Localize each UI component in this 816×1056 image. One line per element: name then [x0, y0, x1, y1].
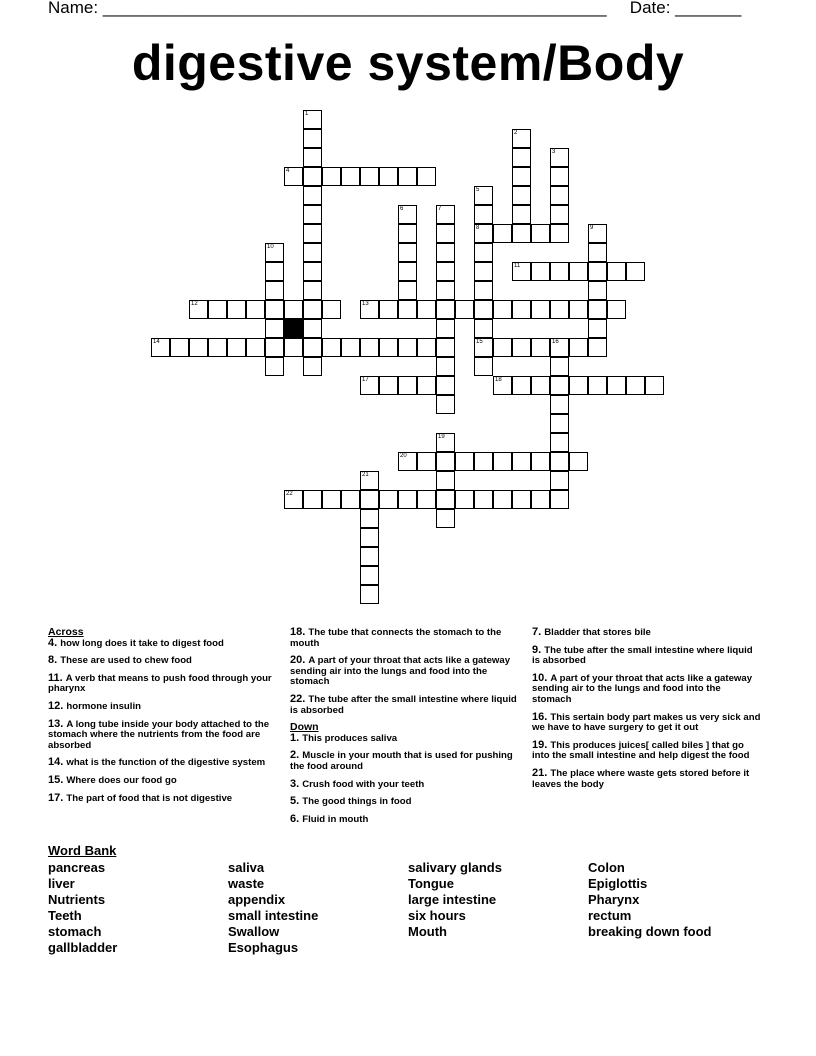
grid-cell[interactable]	[322, 167, 341, 186]
grid-cell[interactable]	[265, 357, 284, 376]
across-heading: Across	[48, 626, 84, 638]
grid-cell[interactable]	[379, 167, 398, 186]
grid-cell[interactable]	[588, 262, 607, 281]
grid-cell[interactable]	[360, 585, 379, 604]
grid-cell[interactable]	[436, 319, 455, 338]
clue-number: 14.	[48, 756, 67, 769]
grid-cell[interactable]	[379, 300, 398, 319]
clue-text: The tube that connects the stomach to the mouth	[290, 627, 502, 649]
word-bank-title: Word Bank	[48, 843, 117, 858]
grid-number: 3	[552, 149, 556, 155]
clue-number: 15.	[48, 773, 67, 786]
grid-cell[interactable]	[550, 376, 569, 395]
clue-number: 11.	[48, 671, 66, 684]
grid-cell[interactable]	[607, 262, 626, 281]
clue-text: This produces juices[ called biles ] that go into the small intestine and help digest the food	[532, 739, 750, 762]
grid-cell[interactable]	[436, 262, 455, 281]
word-bank-item: breaking down food	[588, 924, 712, 939]
grid-cell[interactable]	[436, 243, 455, 262]
grid-cell[interactable]	[265, 281, 284, 300]
clue-text: The tube after the small intestine where liquid is absorbed	[532, 644, 753, 667]
grid-cell[interactable]	[550, 357, 569, 376]
clue-text: A part of your throat that acts like a gateway sending air into the lungs and food into the stomach	[290, 655, 511, 688]
grid-cell[interactable]	[265, 338, 284, 357]
clue	[532, 740, 762, 762]
word-bank-item: Esophagus	[228, 940, 299, 955]
clue	[290, 779, 520, 791]
grid-cell[interactable]	[474, 319, 493, 338]
clue-number: 4.	[48, 636, 61, 649]
grid-cell[interactable]	[303, 224, 322, 243]
grid-cell[interactable]	[227, 338, 246, 357]
word-bank-item: small intestine	[228, 908, 319, 923]
grid-number: 10	[267, 244, 274, 250]
grid-cell-black	[284, 319, 303, 338]
grid-cell[interactable]	[569, 376, 588, 395]
grid-cell[interactable]	[379, 376, 398, 395]
grid-number: 13	[362, 301, 369, 307]
page-title: digestive system/Body	[131, 35, 685, 91]
grid-cell[interactable]	[284, 300, 303, 319]
grid-cell[interactable]	[550, 471, 569, 490]
clue-text: A long tube inside your body attached to the stomach where the nutrients from the food are absorbed	[48, 718, 270, 751]
grid-cell[interactable]	[303, 338, 322, 357]
grid-cell[interactable]	[550, 186, 569, 205]
grid-cell[interactable]	[341, 490, 360, 509]
date-blank[interactable]: _______	[675, 0, 742, 17]
grid-cell[interactable]	[417, 300, 436, 319]
grid-cell[interactable]	[303, 281, 322, 300]
grid-cell[interactable]	[588, 243, 607, 262]
grid-number: 11	[514, 263, 521, 269]
word-bank-item: rectum	[588, 908, 632, 923]
grid-number: 1	[305, 111, 309, 117]
grid-cell[interactable]	[493, 490, 512, 509]
clue	[48, 793, 278, 805]
grid-cell[interactable]	[398, 262, 417, 281]
clue	[48, 701, 278, 713]
grid-cell[interactable]	[512, 376, 531, 395]
clue	[532, 768, 762, 790]
grid-cell[interactable]	[493, 452, 512, 471]
grid-cell[interactable]	[436, 281, 455, 300]
word-bank-item: appendix	[228, 892, 286, 907]
grid-cell[interactable]	[360, 509, 379, 528]
grid-cell[interactable]	[436, 452, 455, 471]
grid-cell[interactable]	[360, 167, 379, 186]
grid-cell[interactable]	[512, 338, 531, 357]
grid-number: 21	[362, 472, 369, 478]
clue-text: Where does our food go	[66, 774, 177, 786]
grid-number: 18	[495, 377, 502, 383]
grid-cell[interactable]	[417, 490, 436, 509]
word-bank-column-2	[228, 860, 318, 956]
clue-text: The good things in food	[302, 796, 412, 808]
clue-text: what is the function of the digestive system	[66, 757, 266, 769]
grid-cell[interactable]	[379, 490, 398, 509]
grid-cell[interactable]	[303, 262, 322, 281]
grid-number: 8	[476, 225, 480, 231]
clue-number: 17.	[48, 791, 67, 804]
name-blank[interactable]: _______________________________________________________	[102, 0, 607, 17]
grid-cell[interactable]	[531, 490, 550, 509]
grid-cell[interactable]	[398, 243, 417, 262]
grid-cell[interactable]	[607, 300, 626, 319]
grid-number: 9	[590, 225, 594, 231]
grid-cell[interactable]	[455, 490, 474, 509]
grid-cell[interactable]	[550, 205, 569, 224]
clue-number: 1.	[290, 731, 303, 744]
clue	[48, 638, 278, 650]
grid-cell[interactable]	[208, 300, 227, 319]
grid-cell[interactable]	[322, 338, 341, 357]
grid-cell[interactable]	[550, 414, 569, 433]
clue	[290, 627, 520, 649]
down-heading: Down	[290, 721, 319, 734]
grid-cell[interactable]	[512, 186, 531, 205]
clue-text: Crush food with your teeth	[302, 778, 425, 790]
grid-cell[interactable]	[436, 471, 455, 490]
clue	[532, 627, 762, 639]
clue-number: 12.	[48, 699, 67, 712]
grid-cell[interactable]	[436, 338, 455, 357]
clue	[532, 645, 762, 667]
word-bank-item: saliva	[228, 860, 265, 875]
clue-text: how long does it take to digest food	[60, 637, 224, 649]
clue-number: 16.	[532, 710, 551, 723]
clue-text: This sertain body part makes us very sick and we have to have surgery to get it out	[532, 711, 761, 734]
grid-cell[interactable]	[550, 300, 569, 319]
grid-cell[interactable]	[626, 262, 645, 281]
grid-number: 2	[514, 130, 518, 136]
word-bank-item: six hours	[408, 908, 466, 923]
name-label: Name:	[48, 0, 99, 17]
grid-cell[interactable]	[303, 300, 322, 319]
grid-cell[interactable]	[227, 300, 246, 319]
grid-cell[interactable]	[474, 281, 493, 300]
grid-cell[interactable]	[493, 338, 512, 357]
word-bank-item: Epiglottis	[588, 876, 648, 891]
clues-column-2	[290, 627, 520, 831]
clue-text: The place where waste gets stored before it leaves the body	[532, 767, 750, 790]
grid-cell[interactable]	[303, 186, 322, 205]
clue	[48, 719, 278, 752]
clue-number: 22.	[290, 692, 309, 705]
word-bank-column-3	[408, 860, 502, 940]
grid-cell[interactable]	[170, 338, 189, 357]
grid-cell[interactable]	[303, 205, 322, 224]
clue-text: Bladder that stores bile	[544, 627, 651, 638]
grid-number: 5	[476, 187, 480, 193]
grid-cell[interactable]	[360, 338, 379, 357]
grid-cell[interactable]	[512, 167, 531, 186]
clue	[532, 673, 762, 706]
grid-cell[interactable]	[189, 338, 208, 357]
clue-number: 20.	[290, 654, 309, 667]
grid-cell[interactable]	[455, 452, 474, 471]
clue	[290, 733, 520, 745]
clue-number: 6.	[290, 812, 303, 825]
clue-number: 13.	[48, 717, 67, 730]
grid-cell[interactable]	[569, 262, 588, 281]
grid-cell[interactable]	[493, 300, 512, 319]
grid-number: 20	[400, 453, 407, 459]
clue	[290, 796, 520, 808]
grid-cell[interactable]	[436, 395, 455, 414]
word-bank-item: salivary glands	[408, 860, 502, 875]
grid-cell[interactable]	[208, 338, 227, 357]
grid-cell[interactable]	[607, 376, 626, 395]
word-bank-item: Swallow	[228, 924, 280, 939]
grid-cell[interactable]	[436, 357, 455, 376]
grid-cell[interactable]	[474, 452, 493, 471]
grid-cell[interactable]	[474, 243, 493, 262]
grid-cell[interactable]	[493, 224, 512, 243]
clue-text: The part of food that is not digestive	[66, 792, 233, 804]
clue	[290, 694, 520, 716]
grid-cell[interactable]	[550, 452, 569, 471]
grid-cell[interactable]	[322, 300, 341, 319]
grid-cell[interactable]	[436, 224, 455, 243]
grid-cell[interactable]	[246, 338, 265, 357]
word-bank-column-4	[588, 860, 712, 940]
grid-cell[interactable]	[265, 262, 284, 281]
grid-cell[interactable]	[512, 224, 531, 243]
clue-text: A verb that means to push food through your pharynx	[48, 672, 272, 695]
grid-cell[interactable]	[550, 490, 569, 509]
word-bank-item: waste	[228, 876, 265, 891]
grid-cell[interactable]	[512, 300, 531, 319]
grid-number: 22	[286, 491, 293, 497]
grid-cell[interactable]	[360, 547, 379, 566]
grid-cell[interactable]	[645, 376, 664, 395]
grid-cell[interactable]	[626, 376, 645, 395]
grid-cell[interactable]	[588, 319, 607, 338]
clue-text: hormone insulin	[66, 700, 141, 712]
clue	[48, 655, 278, 667]
clue	[48, 757, 278, 769]
grid-cell[interactable]	[303, 129, 322, 148]
grid-cell[interactable]	[474, 300, 493, 319]
word-bank-item: Colon	[588, 860, 625, 875]
clue-number: 21.	[532, 766, 551, 779]
grid-cell[interactable]	[550, 167, 569, 186]
clue-number: 18.	[290, 626, 309, 638]
grid-cell[interactable]	[569, 300, 588, 319]
word-bank-item: liver	[48, 876, 75, 891]
grid-cell[interactable]	[303, 357, 322, 376]
grid-cell[interactable]	[588, 281, 607, 300]
word-bank-item: Teeth	[48, 908, 82, 923]
grid-cell[interactable]	[303, 490, 322, 509]
grid-cell[interactable]	[341, 338, 360, 357]
grid-cell[interactable]	[436, 509, 455, 528]
grid-cell[interactable]	[398, 338, 417, 357]
grid-cell[interactable]	[436, 376, 455, 395]
grid-cell[interactable]	[341, 167, 360, 186]
grid-cell[interactable]	[550, 224, 569, 243]
clue-text: A part of your throat that acts like a gateway sending air to the lungs and food into the stomach	[532, 672, 753, 705]
grid-cell[interactable]	[588, 300, 607, 319]
grid-cell[interactable]	[398, 376, 417, 395]
across-clues-column	[48, 627, 278, 810]
grid-cell[interactable]	[531, 262, 550, 281]
grid-cell[interactable]	[531, 224, 550, 243]
grid-cell[interactable]	[512, 205, 531, 224]
grid-cell[interactable]	[474, 262, 493, 281]
clue-text: The tube after the small intestine where liquid is absorbed	[290, 693, 517, 716]
grid-cell[interactable]	[588, 338, 607, 357]
word-bank-column-1	[48, 860, 117, 956]
clue	[532, 712, 762, 734]
grid-cell[interactable]	[512, 148, 531, 167]
grid-cell[interactable]	[398, 224, 417, 243]
clue	[48, 673, 278, 695]
grid-number: 12	[191, 301, 198, 307]
grid-number: 4	[286, 168, 290, 174]
grid-cell[interactable]	[550, 262, 569, 281]
grid-cell[interactable]	[265, 300, 284, 319]
grid-cell[interactable]	[360, 566, 379, 585]
grid-number: 16	[552, 339, 559, 345]
date-label: Date:	[629, 0, 671, 17]
clue	[48, 775, 278, 787]
word-bank-item: gallbladder	[48, 940, 118, 955]
clue	[290, 750, 520, 772]
grid-cell[interactable]	[284, 338, 303, 357]
word-bank-item: Nutrients	[48, 892, 106, 907]
grid-cell[interactable]	[569, 338, 588, 357]
grid-cell[interactable]	[474, 490, 493, 509]
clue-text: This produces saliva	[302, 732, 398, 744]
grid-cell[interactable]	[322, 490, 341, 509]
clue	[290, 814, 520, 826]
grid-cell[interactable]	[246, 300, 265, 319]
grid-number: 19	[438, 434, 445, 440]
clue-number: 9.	[532, 643, 545, 656]
grid-cell[interactable]	[303, 167, 322, 186]
grid-cell[interactable]	[569, 452, 588, 471]
clue-number: 19.	[532, 738, 551, 751]
grid-cell[interactable]	[417, 376, 436, 395]
clue-number: 7.	[532, 626, 545, 638]
grid-cell[interactable]	[531, 300, 550, 319]
word-bank-item: stomach	[48, 924, 102, 939]
grid-cell[interactable]	[474, 205, 493, 224]
grid-number: 7	[438, 206, 442, 212]
grid-number: 14	[153, 339, 160, 345]
grid-cell[interactable]	[531, 452, 550, 471]
clue-number: 8.	[48, 654, 61, 667]
word-bank-item: Tongue	[408, 876, 454, 891]
grid-cell[interactable]	[379, 338, 398, 357]
grid-cell[interactable]	[531, 338, 550, 357]
grid-cell[interactable]	[398, 167, 417, 186]
grid-cell[interactable]	[360, 490, 379, 509]
grid-number: 15	[476, 339, 483, 345]
grid-cell[interactable]	[398, 490, 417, 509]
grid-cell[interactable]	[436, 300, 455, 319]
grid-cell[interactable]	[417, 452, 436, 471]
clue-number: 2.	[290, 749, 303, 762]
grid-cell[interactable]	[417, 167, 436, 186]
word-bank-item: large intestine	[408, 892, 497, 907]
clue	[290, 655, 520, 688]
grid-cell[interactable]	[474, 357, 493, 376]
grid-cell[interactable]	[512, 490, 531, 509]
grid-cell[interactable]	[417, 338, 436, 357]
grid-cell[interactable]	[512, 452, 531, 471]
grid-cell[interactable]	[550, 433, 569, 452]
grid-cell[interactable]	[303, 243, 322, 262]
clue-number: 10.	[532, 671, 551, 684]
grid-cell[interactable]	[550, 395, 569, 414]
grid-cell[interactable]	[436, 490, 455, 509]
grid-number: 17	[362, 377, 369, 383]
grid-cell[interactable]	[360, 528, 379, 547]
grid-cell[interactable]	[303, 148, 322, 167]
grid-cell[interactable]	[531, 376, 550, 395]
grid-cell[interactable]	[588, 376, 607, 395]
clues-column-3	[532, 627, 762, 796]
grid-cell[interactable]	[398, 300, 417, 319]
word-bank-item: pancreas	[48, 860, 106, 875]
clue-number: 5.	[290, 795, 303, 808]
grid-cell[interactable]	[265, 319, 284, 338]
clue-text: Muscle in your mouth that is used for pushing the food around	[290, 750, 513, 772]
grid-cell[interactable]	[455, 300, 474, 319]
clue-number: 3.	[290, 777, 303, 790]
clue-text: Fluid in mouth	[302, 813, 369, 825]
grid-cell[interactable]	[303, 319, 322, 338]
clue-text: These are used to chew food	[60, 655, 192, 667]
grid-cell[interactable]	[398, 281, 417, 300]
grid-number: 6	[400, 206, 404, 212]
word-bank-item: Mouth	[408, 924, 447, 939]
word-bank-item: Pharynx	[588, 892, 640, 907]
